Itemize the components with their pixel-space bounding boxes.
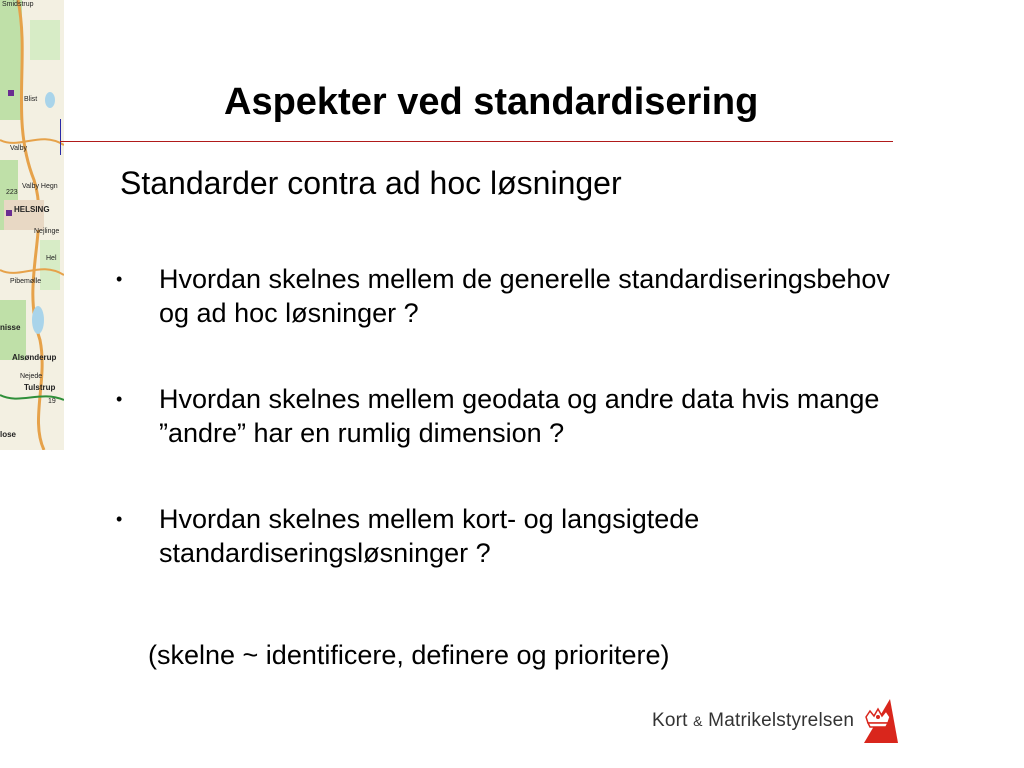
bullet-icon: • xyxy=(116,269,123,289)
map-label: nisse xyxy=(0,323,21,332)
slide-subtitle: Standarder contra ad hoc løsninger xyxy=(120,165,622,201)
map-label: Nejede xyxy=(20,373,43,380)
slide-note: (skelne ~ identificere, definere og prioritere) xyxy=(148,640,670,670)
map-label: lose xyxy=(0,430,17,439)
map-label: 223 xyxy=(6,189,18,196)
bullet-icon: • xyxy=(116,389,123,409)
map-thumbnail xyxy=(0,0,64,450)
map-label: Tulstrup xyxy=(24,383,56,392)
map-label: Alsønderup xyxy=(12,353,57,362)
bullet-item xyxy=(116,262,916,330)
bullet-item xyxy=(116,382,916,450)
bullet-item xyxy=(116,502,916,570)
bullet-text: Hvordan skelnes mellem geodata og andre data hvis mange ”andre” har en rumlig dimension ? xyxy=(159,384,880,448)
bullet-text: Hvordan skelnes mellem de generelle standardiseringsbehov og ad hoc løsninger ? xyxy=(159,264,890,328)
logo-text xyxy=(652,710,854,732)
map-label: HELSING xyxy=(14,205,50,214)
logo-name-part2: Matrikelstyrelsen xyxy=(708,710,855,731)
map-label: Nejlinge xyxy=(34,228,60,235)
map-label: Valby Hegn xyxy=(22,183,58,190)
map-label: Pibemølle xyxy=(10,278,42,285)
map-label: 19 xyxy=(48,398,56,405)
map-label: Smidstrup xyxy=(2,1,34,8)
map-label: Blist xyxy=(24,96,38,103)
organization-logo xyxy=(652,697,900,745)
title-accent-line xyxy=(60,119,61,155)
logo-name-part1: Kort xyxy=(652,710,688,731)
bullet-list xyxy=(116,262,916,622)
map-image xyxy=(0,0,64,450)
slide-title: Aspekter ved standardisering xyxy=(224,81,759,123)
crown-triangle-icon xyxy=(860,697,900,745)
map-label: Hel xyxy=(46,255,57,262)
title-divider xyxy=(60,141,893,142)
map-label: Valby xyxy=(10,145,27,152)
bullet-icon: • xyxy=(116,509,123,529)
bullet-text: Hvordan skelnes mellem kort- og langsigtede standardiseringsløsninger ? xyxy=(159,504,700,568)
logo-ampersand: & xyxy=(693,713,703,729)
